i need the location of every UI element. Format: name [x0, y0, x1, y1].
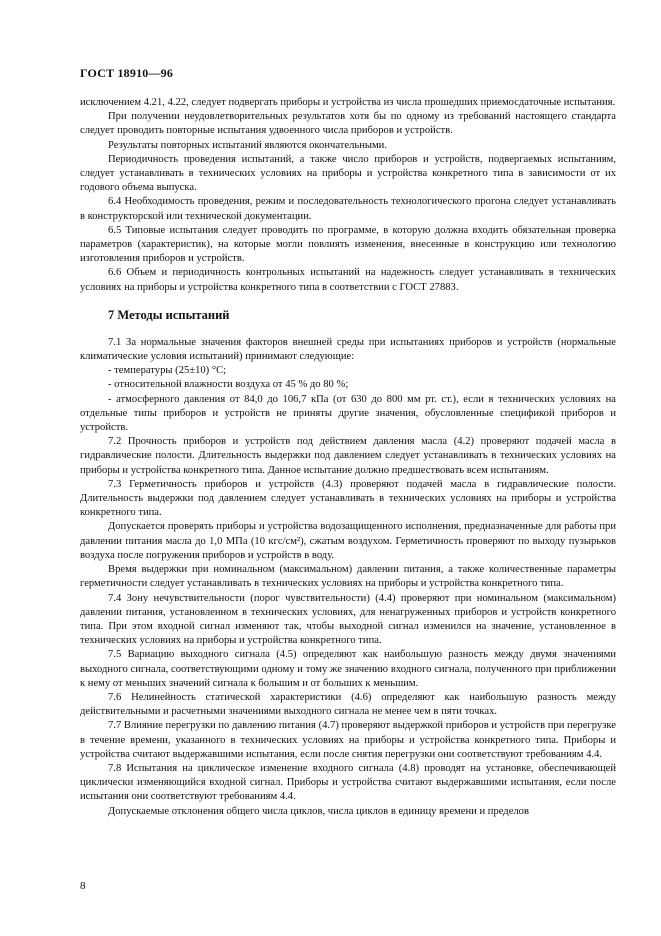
paragraph: 7.7 Влияние перегрузки по давлению питания (4.7) проверяют выдержкой приборов и устройств при перегрузке в течение времени, указанного в технических условиях на приборы и устройства конкретного типа. Приборы и устройства считают выдержавшими испытания, если после снятия перегрузки они соответствуют требованиям 4.4.: [80, 720, 616, 760]
paragraph: 7.3 Герметичность приборов и устройств (4.3) проверяют подачей масла в гидравлические полости. Длительность выдержки под давлением следует устанавливать в технических условиях на приборы и устройства конкретного типа.: [80, 478, 616, 519]
paragraph: Результаты повторных испытаний являются окончательными.: [108, 139, 388, 151]
paragraph: 7.1 За нормальные значения факторов внешней среды при испытаниях приборов и устройств (нормальные климатические условия испытаний) принимают следующие:: [80, 336, 616, 363]
paragraph: 7.4 Зону нечувствительности (порог чувствительности) (4.4) проверяют при номинальном (максимальном) давлении питания, установленном в технических условиях, для ненагруженных приборов и устройств конкретного типа. При этом входной сигнал изменяют так, чтобы выходной сигнал изменился на значение, установленное в технических условиях на приборы и устройства конкретного типа.: [80, 592, 616, 647]
paragraph: 7.2 Прочность приборов и устройств под действием давления масла (4.2) проверяют подачей масла в гидравлические полости. Длительность выдержки под давлением следует устанавливать в технических условиях на приборы и устройства конкретного типа. Данное испытание должно предшествовать всем испытаниям.: [80, 436, 616, 476]
paragraph: Время выдержки при номинальном (максимальном) давлении питания, а также количественные параметры герметичности следует устанавливать в технических условиях на приборы и устройства конкретного типа.: [80, 564, 616, 590]
paragraph: Допускается проверять приборы и устройства водозащищенного исполнения, предназначенные для работы при давлении питания масла до 1,0 МПа (10 кгс/см²), сжатым воздухом. Герметичность проверяют по выходу пузырьков воздуха после погружения приборов и устройств в воду.: [80, 521, 616, 561]
page-number: 8: [80, 880, 86, 892]
section-title: 7 Методы испытаний: [108, 307, 230, 322]
paragraph: 6.6 Объем и периодичность контрольных испытаний на надежность следует устанавливать в технических условиях на приборы и устройства конкретного типа в соответствии с ГОСТ 27883.: [80, 267, 616, 293]
paragraph: 7.5 Вариацию выходного сигнала (4.5) определяют как наибольшую разность между двумя значениями выходного сигнала, соответствующими одному и тому же значению входного сигнала, полученного при приближении к нему от меньших значений сигнала к большим и от больших к меньшим.: [80, 649, 616, 689]
paragraph: Допускаемые отклонения общего числа циклов, числа циклов в единицу времени и пределов: [108, 805, 529, 817]
paragraph: При получении неудовлетворительных результатов хотя бы по одному из требований настоящего стандарта следует проводить повторные испытания удвоенного числа приборов и устройств.: [80, 111, 616, 137]
paragraph: 7.6 Нелинейность статической характеристики (4.6) определяют как наибольшую разность между действительными и расчетными значениями выходного сигнала не менее чем в пяти точках.: [80, 691, 616, 718]
paragraph: 6.4 Необходимость проведения, режим и последовательность технологического прогона следует устанавливать в конструкторской или технической документации.: [80, 196, 616, 222]
list-item: - относительной влажности воздуха от 45 % до 80 %;: [108, 379, 349, 391]
paragraph: 7.8 Испытания на циклическое изменение входного сигнала (4.8) проводят на установке, обеспечивающей циклически изменяющийся входной сигнал. Приборы и устройства считают выдержавшими испытания, если после испытания они соответствуют требованиям 4.4.: [80, 762, 616, 803]
document-body: [80, 96, 616, 819]
standard-header: ГОСТ 18910—96: [80, 66, 174, 80]
list-item: - температуры (25±10) °С;: [108, 365, 227, 377]
paragraph: исключением 4.21, 4.22, следует подвергать приборы и устройства из числа прошедших приемосдаточные испытания.: [80, 97, 616, 108]
list-item: - атмосферного давления от 84,0 до 106,7 кПа (от 630 до 800 мм рт. ст.), если в технических условиях на отдельные типы приборов и устройств не приняты другие значения, обусловленные спецификой приборов и устройств.: [80, 393, 616, 434]
paragraph: 6.5 Типовые испытания следует проводить по программе, в которую должна входить обязательная проверка параметров (характеристик), на которые могли повлиять изменения, внесенные в конструкцию или технологию изготовления приборов и устройств.: [80, 224, 616, 265]
paragraph: Периодичность проведения испытаний, а также число приборов и устройств, подвергаемых испытаниям, следует устанавливать в технических условиях на приборы и устройства конкретного типа в зависимости от их годового объема выпуска.: [80, 153, 616, 194]
